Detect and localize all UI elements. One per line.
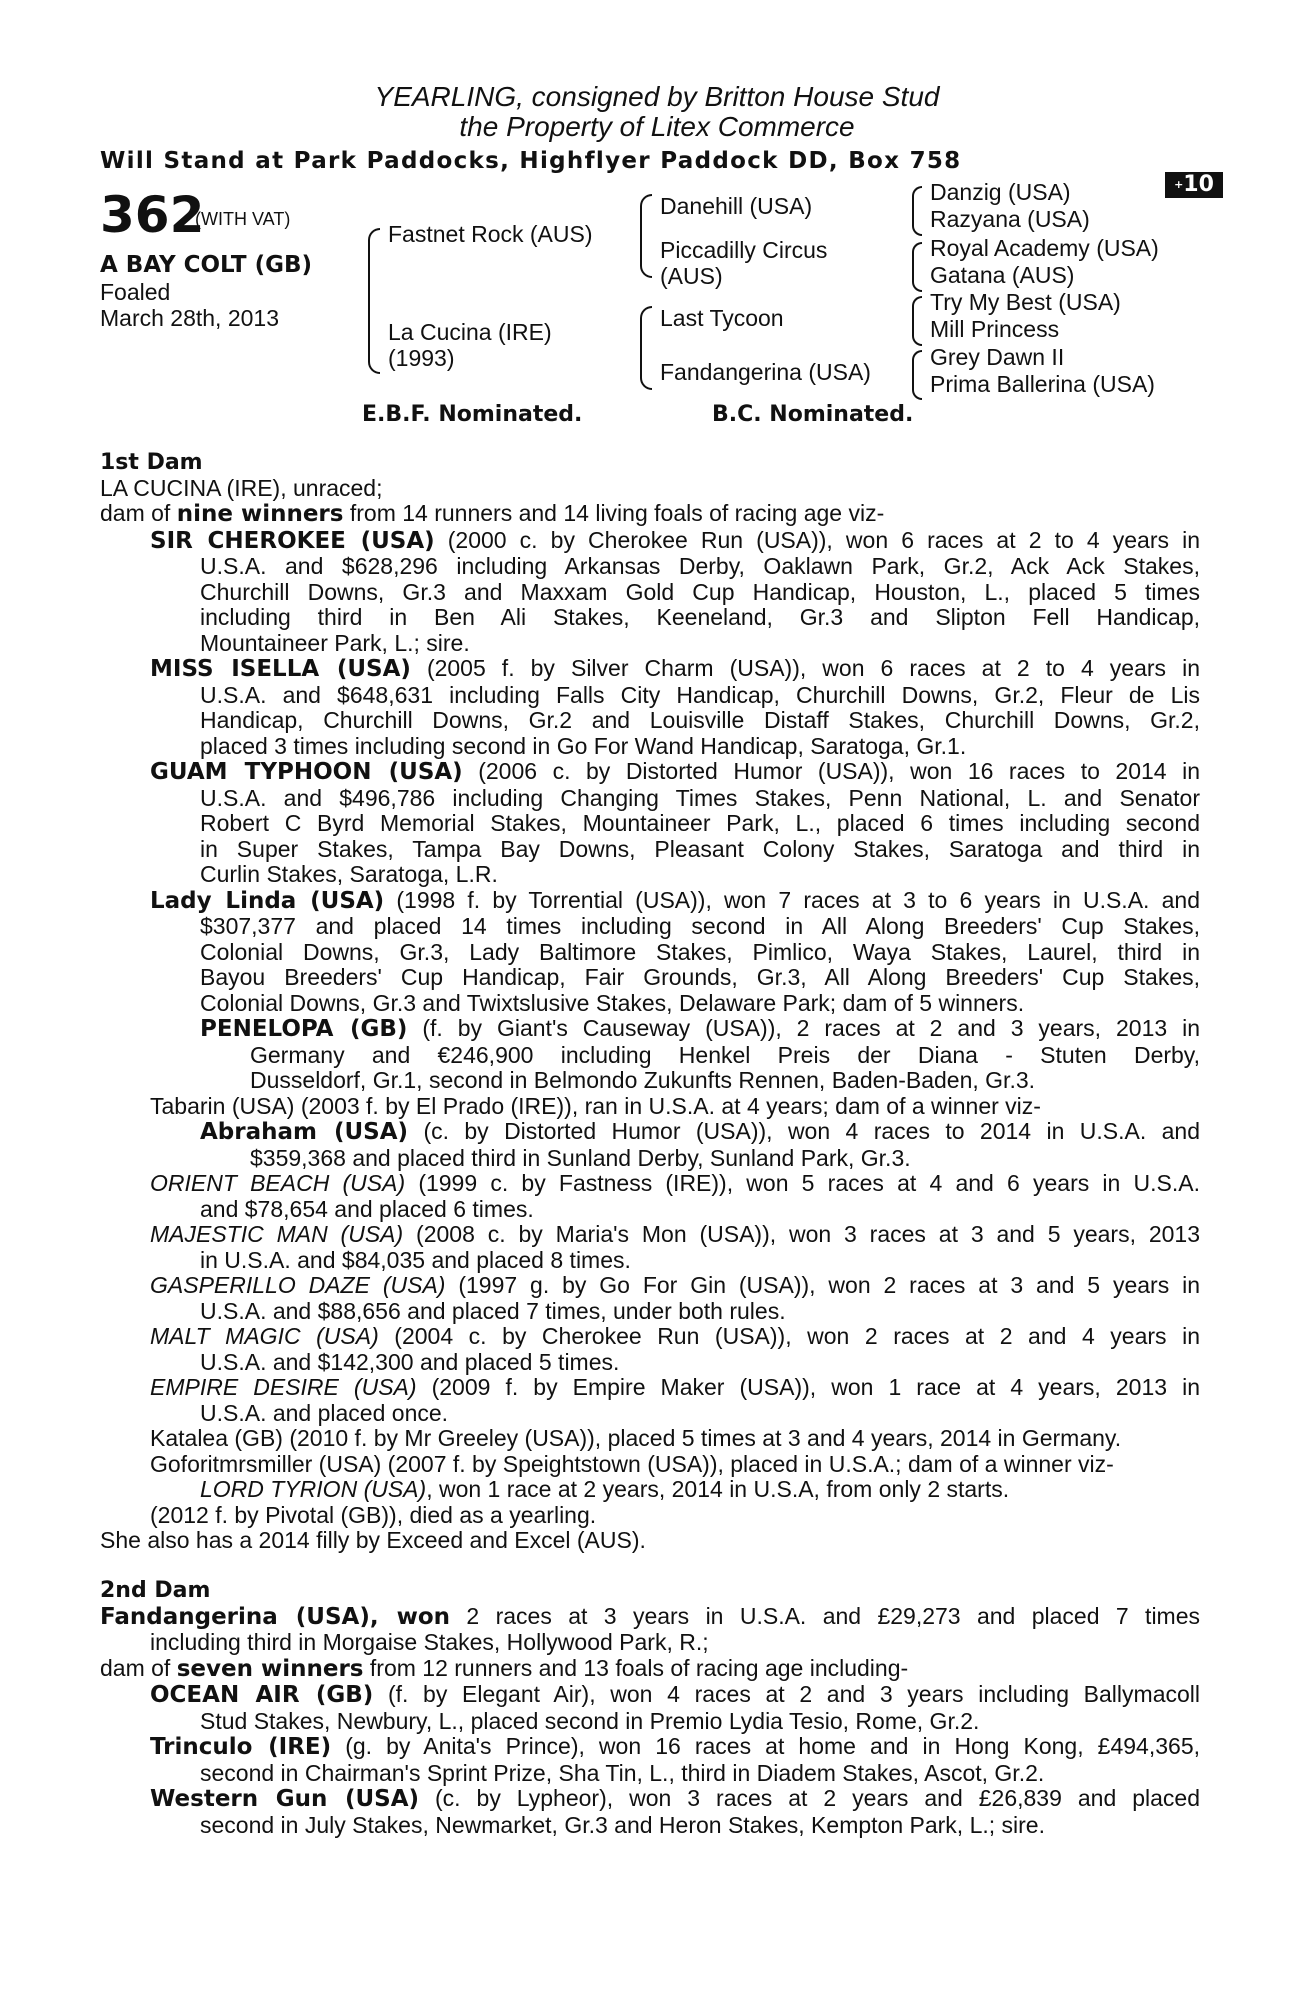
malt-magic-line2: U.S.A. and $142,300 and placed 5 times. bbox=[200, 1348, 620, 1375]
sir-cherokee-line1: SIR CHEROKEE (USA) (2000 c. by Cherokee Run (USA)), won 6 races at 2 to 4 years in bbox=[150, 526, 1200, 554]
goforitmrsmiller-line: Goforitmrsmiller (USA) (2007 f. by Speightstown (USA)), placed in U.S.A.; dam of a winner viz- bbox=[150, 1450, 1114, 1477]
sds-name: Royal Academy (USA) bbox=[930, 235, 1159, 261]
foaled-label: Foaled bbox=[100, 279, 171, 305]
orient-beach-line1: ORIENT BEACH (USA) (1999 c. by Fastness (IRE)), won 5 races at 4 and 6 years in U.S.A. bbox=[150, 1170, 1200, 1196]
penelopa-line3: Dusseldorf, Gr.1, second in Belmondo Zukunfts Rennen, Baden-Baden, Gr.3. bbox=[250, 1067, 1036, 1093]
tabarin-line: Tabarin (USA) (2003 f. by El Prado (IRE)), ran in U.S.A. at 4 years; dam of a winner viz- bbox=[150, 1092, 1041, 1119]
miss-isella-line2: U.S.A. and $648,631 including Falls City Handicap, Churchill Downs, Gr.2, Fleur de Lis bbox=[200, 681, 1200, 708]
property-line: the Property of Litex Commerce bbox=[459, 111, 855, 142]
miss-isella-line4: placed 3 times including second in Go For Wand Handicap, Saratoga, Gr.1. bbox=[200, 732, 967, 759]
stand-location: Will Stand at Park Paddocks, Highflyer Paddock DD, Box 758 bbox=[100, 148, 962, 174]
sdd-name: Gatana (AUS) bbox=[930, 262, 1075, 288]
sss-name: Danzig (USA) bbox=[930, 179, 1071, 205]
ocean-air-line2: Stud Stakes, Newbury, L., placed second in Premio Lydia Tesio, Rome, Gr.2. bbox=[200, 1707, 980, 1734]
lady-linda-line1: Lady Linda (USA) (1998 f. by Torrential (USA)), won 7 races at 3 to 6 years in U.S.A. and bbox=[150, 886, 1200, 914]
pedigree-brace-ss bbox=[912, 186, 922, 236]
trinculo-line1: Trinculo (IRE) (g. by Anita's Prince), won 16 races at home and in Hong Kong, £494,365, bbox=[150, 1733, 1200, 1760]
majestic-man-line1: MAJESTIC MAN (USA) (2008 c. by Maria's Mon (USA)), won 3 races at 3 and 5 years, 2013 bbox=[150, 1221, 1201, 1247]
abraham-line1: Abraham (USA) (c. by Distorted Humor (USA)), won 4 races to 2014 in U.S.A. and bbox=[200, 1118, 1200, 1145]
sir-cherokee-line5: Mountaineer Park, L.; sire. bbox=[200, 629, 470, 656]
gasperillo-daze-line2: U.S.A. and $88,656 and placed 7 times, under both rules. bbox=[200, 1297, 786, 1324]
pedigree-brace-sire bbox=[640, 194, 652, 278]
empire-desire-line2: U.S.A. and placed once. bbox=[200, 1399, 449, 1426]
foaled-date: March 28th, 2013 bbox=[100, 305, 280, 331]
first-dam-summary: dam of nine winners from 14 runners and 14 living foals of racing age viz- bbox=[100, 500, 885, 527]
abraham-line2: $359,368 and placed third in Sunland Derby, Sunland Park, Gr.3. bbox=[250, 1144, 911, 1171]
bc-nominated: B.C. Nominated. bbox=[712, 402, 914, 427]
ssd-name: Razyana (USA) bbox=[930, 206, 1090, 232]
ds-name: Last Tycoon bbox=[660, 305, 784, 331]
western-gun-line1: Western Gun (USA) (c. by Lypheor), won 3 races at 2 years and £26,839 and placed bbox=[150, 1785, 1200, 1812]
sir-cherokee-line4: including third in Ben Ali Stakes, Keeneland, Gr.3 and Slipton Fell Handicap, bbox=[200, 604, 1200, 630]
lady-linda-line3: Colonial Downs, Gr.3, Lady Baltimore Stakes, Pimlico, Waya Stakes, Laurel, third in bbox=[200, 938, 1200, 965]
lady-linda-line2: $307,377 and placed 14 times including second in All Along Breeders' Cup Stakes, bbox=[200, 913, 1200, 939]
pivotal-filly-line: (2012 f. by Pivotal (GB)), died as a yearling. bbox=[150, 1501, 597, 1528]
dsd-name: Mill Princess bbox=[930, 316, 1060, 342]
first-dam-section bbox=[100, 450, 1200, 1554]
guam-typhoon-line5: Curlin Stakes, Saratoga, L.R. bbox=[200, 861, 498, 887]
pedigree-brace-main bbox=[368, 228, 380, 374]
consignment-line: YEARLING, consigned by Britton House Stud bbox=[374, 81, 940, 112]
exceed-filly-line: She also has a 2014 filly by Exceed and Excel (AUS). bbox=[100, 1527, 646, 1553]
ss-name: Danehill (USA) bbox=[660, 193, 813, 219]
second-dam-heading: 2nd Dam bbox=[100, 1578, 211, 1603]
gasperillo-daze-line1: GASPERILLO DAZE (USA) (1997 g. by Go For Gin (USA)), won 2 races at 3 and 5 years in bbox=[150, 1272, 1200, 1298]
sire-name: Fastnet Rock (AUS) bbox=[388, 221, 593, 247]
lady-linda-line5: Colonial Downs, Gr.3 and Twixtslusive Stakes, Delaware Park; dam of 5 winners. bbox=[200, 989, 1025, 1016]
miss-isella-line3: Handicap, Churchill Downs, Gr.2 and Louisville Distaff Stakes, Churchill Downs, Gr.2, bbox=[200, 707, 1200, 733]
tattersalls-badge: +10 bbox=[1165, 172, 1223, 198]
lady-linda-line4: Bayou Breeders' Cup Handicap, Fair Grounds, Gr.3, All Along Breeders' Cup Stakes, bbox=[200, 964, 1200, 990]
sd-name-1: Piccadilly Circus bbox=[660, 237, 828, 263]
guam-typhoon-line1: GUAM TYPHOON (USA) (2006 c. by Distorted Humor (USA)), won 16 races to 2014 in bbox=[150, 758, 1200, 785]
pedigree-brace-sd bbox=[912, 242, 922, 292]
katalea-line: Katalea (GB) (2010 f. by Mr Greeley (USA)), placed 5 times at 3 and 4 years, 2014 in Germany. bbox=[150, 1425, 1122, 1451]
sir-cherokee-line3: Churchill Downs, Gr.3 and Maxxam Gold Cup Handicap, Houston, L., placed 5 times bbox=[200, 578, 1200, 605]
first-dam-heading: 1st Dam bbox=[100, 450, 203, 475]
dam-name: La Cucina (IRE) bbox=[388, 319, 552, 345]
second-dam-section bbox=[100, 1578, 1200, 1838]
ddd-name: Prima Ballerina (USA) bbox=[930, 371, 1155, 397]
dss-name: Try My Best (USA) bbox=[930, 289, 1121, 315]
pedigree-brace-dam bbox=[640, 306, 652, 390]
pedigree-brace-dd bbox=[912, 350, 922, 400]
vat-note: (WITH VAT) bbox=[195, 209, 291, 229]
dd-name: Fandangerina (USA) bbox=[660, 359, 871, 385]
fandangerina-line1: Fandangerina (USA), won 2 races at 3 years in U.S.A. and £29,273 and placed 7 times bbox=[100, 1602, 1200, 1630]
guam-typhoon-line3: Robert C Byrd Memorial Stakes, Mountaineer Park, L., placed 6 times including second bbox=[200, 810, 1200, 836]
majestic-man-line2: in U.S.A. and $84,035 and placed 8 times. bbox=[200, 1246, 631, 1273]
dds-name: Grey Dawn II bbox=[930, 344, 1065, 370]
guam-typhoon-line4: in Super Stakes, Tampa Bay Downs, Pleasant Colony Stakes, Saratoga and third in bbox=[200, 835, 1200, 862]
trinculo-line2: second in Chairman's Sprint Prize, Sha Tin, L., third in Diadem Stakes, Ascot, Gr.2. bbox=[200, 1759, 1045, 1786]
lot-number: 362 bbox=[100, 186, 205, 244]
pedigree-brace-ds bbox=[912, 296, 922, 346]
empire-desire-line1: EMPIRE DESIRE (USA) (2009 f. by Empire Maker (USA)), won 1 race at 4 years, 2013 in bbox=[150, 1374, 1200, 1400]
guam-typhoon-line2: U.S.A. and $496,786 including Changing Times Stakes, Penn National, L. and Senator bbox=[200, 784, 1200, 811]
miss-isella-line1: MISS ISELLA (USA) (2005 f. by Silver Charm (USA)), won 6 races at 2 to 4 years in bbox=[150, 655, 1200, 682]
ocean-air-line1: OCEAN AIR (GB) (f. by Elegant Air), won 4 races at 2 and 3 years including Ballymacoll bbox=[150, 1681, 1200, 1708]
orient-beach-line2: and $78,654 and placed 6 times. bbox=[200, 1195, 534, 1222]
western-gun-line2: second in July Stakes, Newmarket, Gr.3 and Heron Stakes, Kempton Park, L.; sire. bbox=[200, 1811, 1045, 1838]
lord-tyrion-line: LORD TYRION (USA), won 1 race at 2 years, 2014 in U.S.A, from only 2 starts. bbox=[200, 1476, 1010, 1502]
colt-title: A BAY COLT (GB) bbox=[100, 252, 313, 278]
first-dam-name: LA CUCINA (IRE), unraced; bbox=[100, 474, 383, 501]
sd-name-2: (AUS) bbox=[660, 263, 723, 289]
malt-magic-line1: MALT MAGIC (USA) (2004 c. by Cherokee Run (USA)), won 2 races at 2 and 4 years in bbox=[150, 1323, 1200, 1349]
penelopa-line1: PENELOPA (GB) (f. by Giant's Causeway (USA)), 2 races at 2 and 3 years, 2013 in bbox=[200, 1015, 1200, 1042]
dam-year: (1993) bbox=[388, 345, 455, 371]
fandangerina-line2: including third in Morgaise Stakes, Hollywood Park, R.; bbox=[150, 1629, 709, 1655]
sir-cherokee-line2: U.S.A. and $628,296 including Arkansas Derby, Oaklawn Park, Gr.2, Ack Ack Stakes, bbox=[200, 553, 1200, 579]
penelopa-line2: Germany and €246,900 including Henkel Preis der Diana - Stuten Derby, bbox=[250, 1041, 1200, 1068]
second-dam-summary: dam of seven winners from 12 runners and 13 foals of racing age including- bbox=[100, 1654, 909, 1682]
ebf-nominated: E.B.F. Nominated. bbox=[362, 402, 583, 427]
